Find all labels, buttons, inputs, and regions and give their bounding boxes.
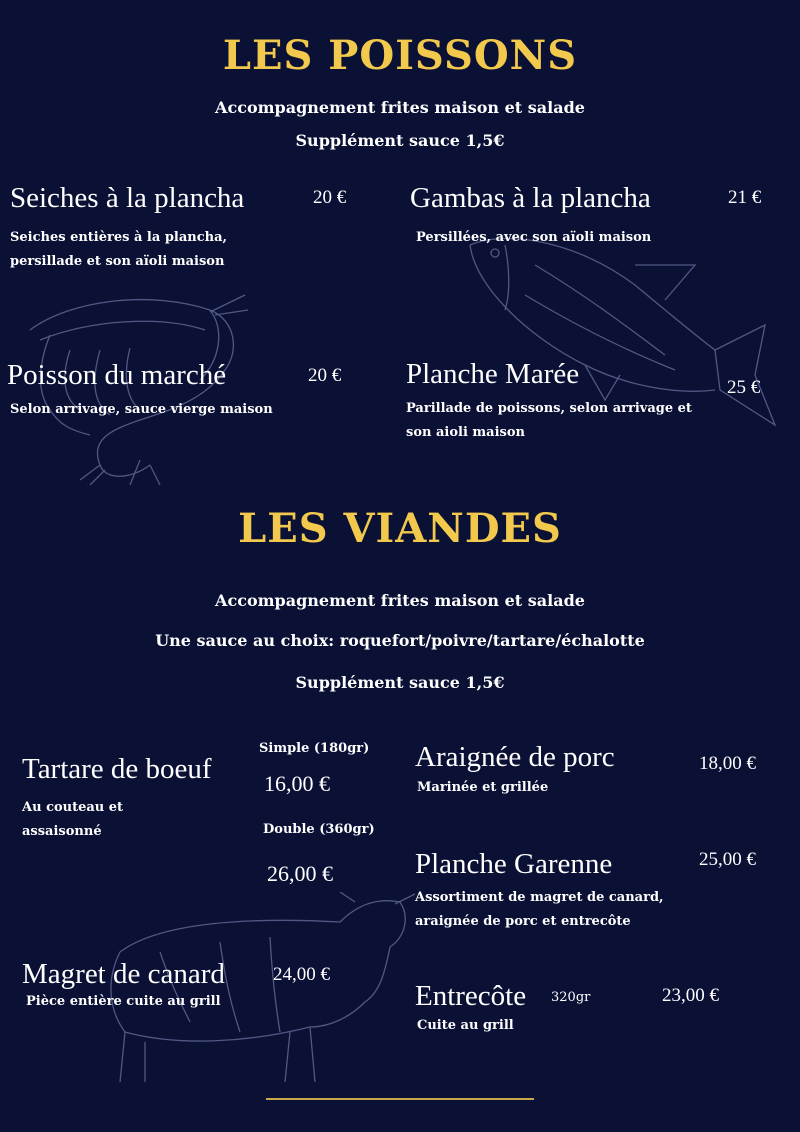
- item-desc-seiches: Seiches entières à la plancha, persillade et son aïoli maison: [10, 230, 228, 269]
- tartare-simple-price: 16,00 €: [264, 771, 330, 796]
- item-price-garenne: 25,00 €: [699, 849, 756, 870]
- tartare-simple-label: Simple (180gr): [259, 741, 370, 756]
- tartare-double-price: 26,00 €: [267, 861, 333, 886]
- item-price-planche-maree: 25 €: [727, 377, 761, 398]
- viandes-subtitle-2: Une sauce au choix: roquefort/poivre/tartare/échalotte: [155, 631, 645, 650]
- viandes-subtitle-3: Supplément sauce 1,5€: [295, 673, 505, 692]
- item-desc-magret: Pièce entière cuite au grill: [26, 994, 221, 1009]
- item-price-magret: 24,00 €: [273, 964, 330, 985]
- item-name-planche-maree: Planche Marée: [406, 358, 580, 390]
- footer-divider: [266, 1098, 534, 1100]
- item-desc-araignee: Marinée et grillée: [417, 780, 549, 795]
- bull-illustration-icon: [100, 892, 420, 1092]
- item-name-garenne: Planche Garenne: [415, 848, 613, 880]
- item-desc-poisson-marche: Selon arrivage, sauce vierge maison: [10, 402, 273, 417]
- item-name-entrecote: Entrecôte: [415, 980, 527, 1012]
- viandes-subtitle-1: Accompagnement frites maison et salade: [215, 591, 585, 610]
- section-title-viandes: LES VIANDES: [238, 505, 562, 552]
- item-weight-entrecote: 320gr: [551, 990, 591, 1005]
- section-title-poissons: LES POISSONS: [222, 32, 578, 79]
- item-price-araignee: 18,00 €: [699, 753, 756, 774]
- poissons-subtitle-1: Accompagnement frites maison et salade: [215, 98, 585, 117]
- item-price-gambas: 21 €: [728, 187, 762, 208]
- item-price-poisson-marche: 20 €: [308, 365, 342, 386]
- item-desc-garenne: Assortiment de magret de canard, araignée de porc et entrecôte: [415, 890, 664, 929]
- item-name-magret: Magret de canard: [22, 958, 225, 990]
- item-name-seiches: Seiches à la plancha: [10, 182, 245, 214]
- item-price-entrecote: 23,00 €: [662, 985, 719, 1006]
- item-name-gambas: Gambas à la plancha: [410, 182, 651, 214]
- item-desc-entrecote: Cuite au grill: [417, 1018, 514, 1033]
- item-name-araignee: Araignée de porc: [415, 741, 615, 773]
- item-desc-gambas: Persillées, avec son aïoli maison: [416, 230, 652, 245]
- poissons-subtitle-2: Supplément sauce 1,5€: [295, 131, 505, 150]
- tartare-double-label: Double (360gr): [263, 822, 375, 837]
- item-desc-planche-maree: Parillade de poissons, selon arrivage et son aioli maison: [406, 401, 692, 440]
- item-name-tartare: Tartare de boeuf: [22, 753, 212, 785]
- item-price-seiches: 20 €: [313, 187, 347, 208]
- item-desc-tartare: Au couteau et assaisonné: [22, 800, 124, 839]
- item-name-poisson-marche: Poisson du marché: [7, 359, 227, 391]
